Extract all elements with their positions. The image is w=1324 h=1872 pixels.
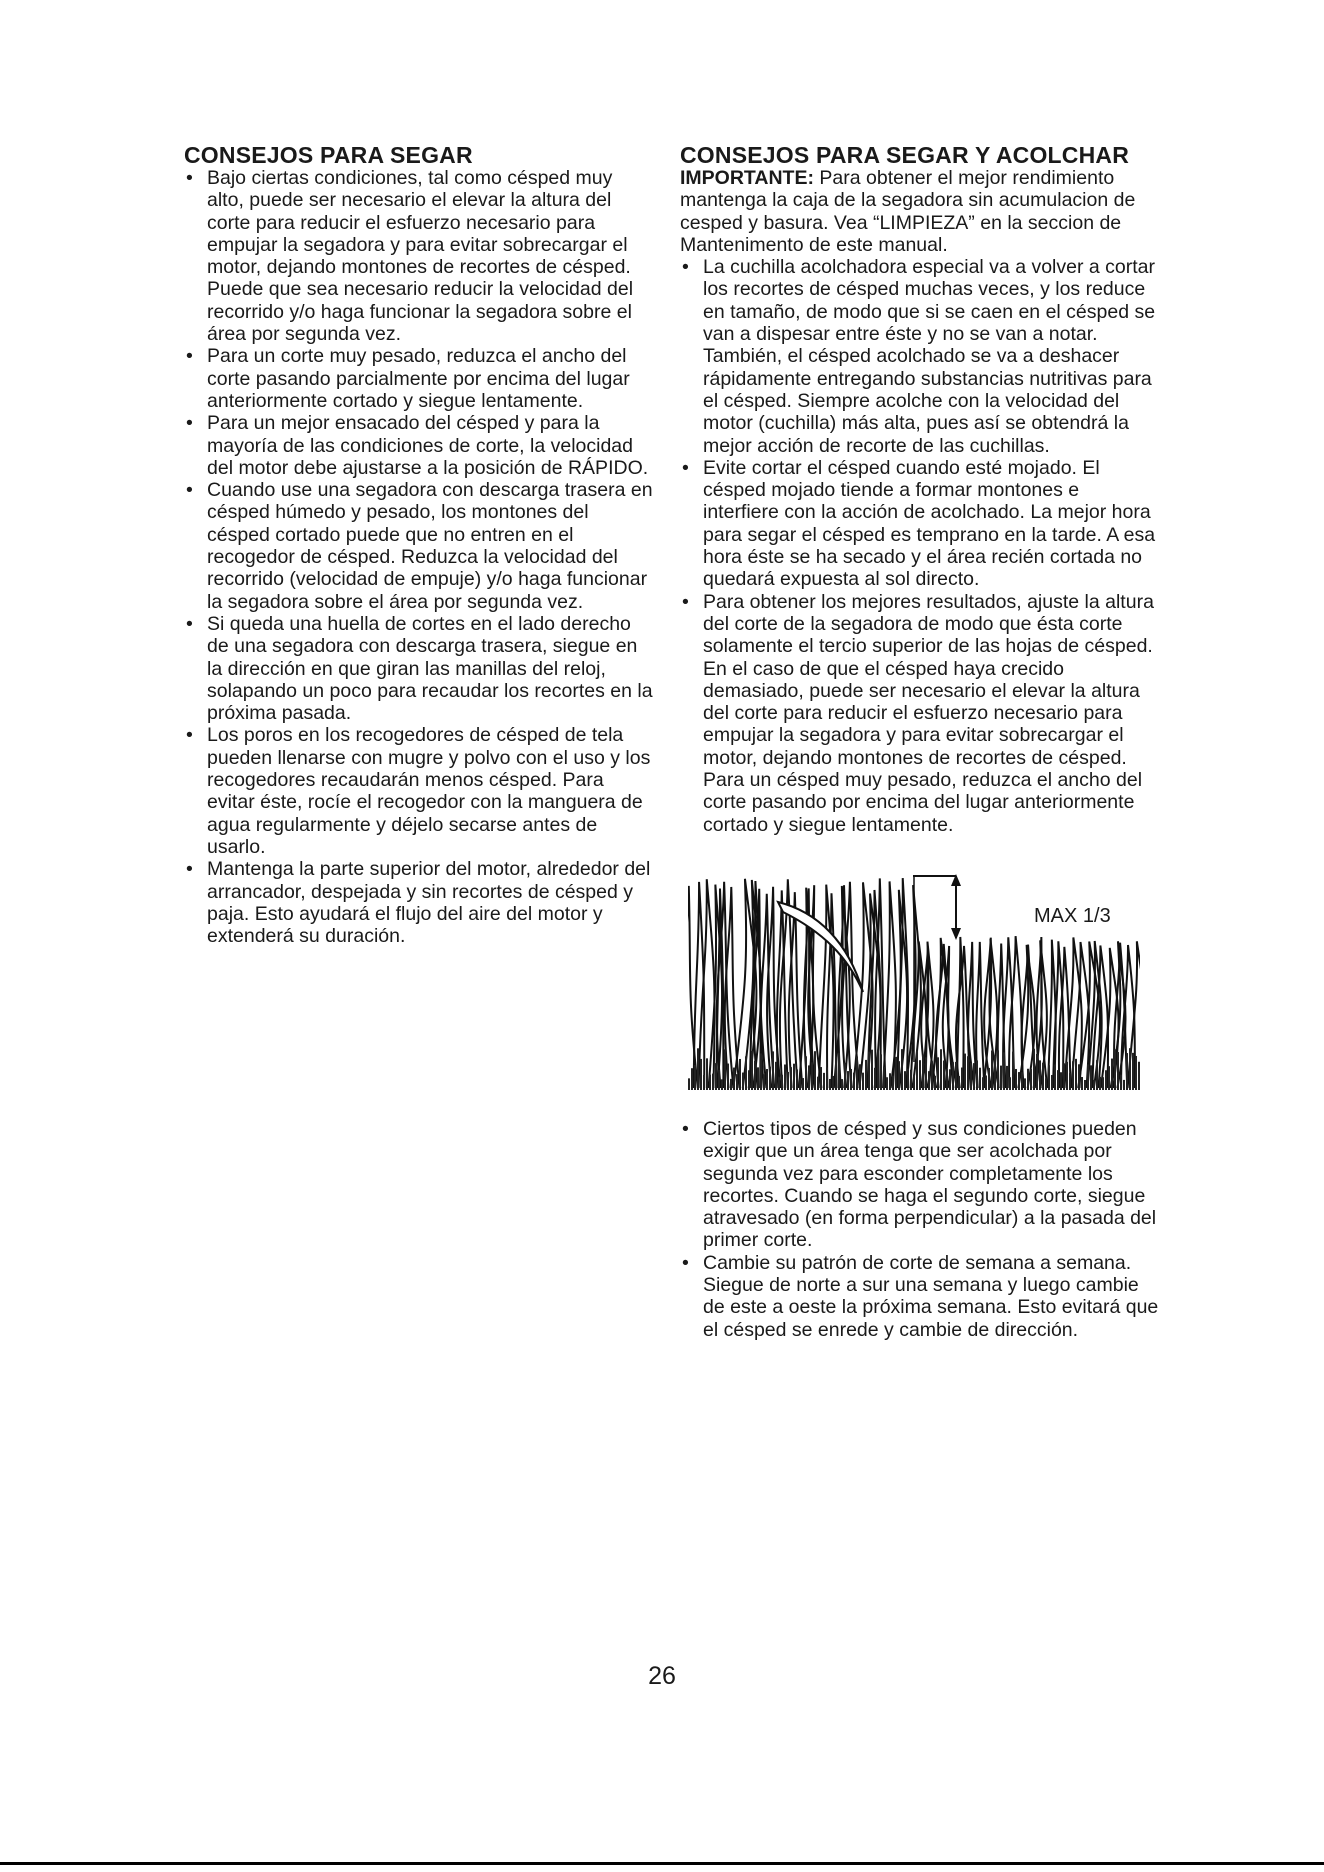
base-shade-stroke <box>805 1056 807 1090</box>
base-shade-stroke <box>781 1075 783 1090</box>
base-shade-stroke <box>1051 1075 1053 1090</box>
base-shade-stroke <box>1129 1048 1131 1090</box>
base-shade-stroke <box>688 1078 690 1090</box>
base-shade-stroke <box>1024 1078 1026 1090</box>
base-shade-stroke <box>838 1053 840 1090</box>
base-shade-stroke <box>889 1073 891 1090</box>
base-shade-stroke <box>1105 1070 1107 1090</box>
base-shade-stroke <box>1123 1080 1125 1090</box>
mulching-tips-list <box>680 256 1160 836</box>
base-shade-stroke <box>760 1053 762 1090</box>
base-shade-stroke <box>1033 1049 1035 1090</box>
base-shade-stroke <box>814 1051 816 1090</box>
base-shade-stroke <box>715 1063 717 1090</box>
bullet: • <box>186 612 193 635</box>
base-shade-stroke <box>829 1079 831 1090</box>
mulching-tips-list-continued <box>680 1118 1160 1341</box>
base-shade-stroke <box>1132 1053 1134 1090</box>
base-shade-stroke <box>964 1053 966 1089</box>
base-shade-stroke <box>937 1057 939 1090</box>
base-shade-stroke <box>910 1070 912 1090</box>
base-shade-stroke <box>841 1079 843 1090</box>
base-shade-stroke <box>865 1060 867 1090</box>
base-shade-stroke <box>793 1064 795 1090</box>
base-shade-stroke <box>1111 1058 1113 1089</box>
base-shade-stroke <box>949 1069 951 1090</box>
base-shade-stroke <box>1027 1069 1029 1090</box>
base-shade-stroke <box>1039 1060 1041 1090</box>
base-shade-stroke <box>979 1068 981 1090</box>
base-shade-stroke <box>1030 1069 1032 1090</box>
grass-height-illustration <box>688 872 1140 1094</box>
base-shade-stroke <box>772 1051 774 1090</box>
base-shade-stroke <box>991 1050 993 1090</box>
base-shade-stroke <box>898 1061 900 1090</box>
section-heading-mulching-tips: CONSEJOS PARA SEGAR Y ACOLCHAR <box>680 142 1130 168</box>
bullet: • <box>186 724 193 747</box>
base-shade-stroke <box>700 1059 702 1090</box>
base-shade-stroke <box>694 1065 696 1090</box>
list-item: • La cuchilla acolchadora especial va a volver a cortar los recortes de césped muchas veces, y los reduce en tamaño, de modo que si se caen en el césped se van a dispesar entre éste y no se van a notar. También, el césped acolchado se va a deshacer rápidamente entregando substancias nutritivas para el césped. Siempre acolche con la velocidad del motor (cuchilla) más alta, pues así se obtendrá la mejor acción de recorte de las cuchillas. <box>682 256 1156 457</box>
base-shade-stroke <box>976 1060 978 1090</box>
base-shade-stroke <box>919 1060 921 1090</box>
base-shade-stroke <box>1057 1070 1059 1090</box>
base-shade-stroke <box>853 1072 855 1089</box>
base-shade-stroke <box>778 1077 780 1090</box>
base-shade-stroke <box>1066 1062 1068 1090</box>
base-shade-stroke <box>1108 1066 1110 1090</box>
base-shade-stroke <box>982 1077 984 1090</box>
base-shade-stroke <box>820 1067 822 1090</box>
base-shade-stroke <box>1096 1060 1098 1090</box>
base-shade-stroke <box>802 1078 804 1090</box>
base-shade-stroke <box>706 1058 708 1090</box>
base-shade-stroke <box>913 1075 915 1090</box>
bullet: • <box>682 590 689 613</box>
list-item: • Para un mejor ensacado del césped y para la mayoría de las condiciones de corte, la velocidad del motor debe ajustarse a la posición de RÁPIDO. <box>186 412 649 479</box>
mowing-tips-list <box>184 167 654 947</box>
base-shade-stroke <box>1084 1080 1086 1090</box>
grass-blade <box>1037 937 1048 1088</box>
base-shade-stroke <box>1063 1063 1065 1090</box>
bullet: • <box>682 1251 689 1274</box>
base-shade-stroke <box>844 1063 846 1090</box>
base-shade-stroke <box>1009 1077 1011 1090</box>
base-shade-stroke <box>886 1077 888 1090</box>
base-shade-stroke <box>880 1054 882 1090</box>
bullet: • <box>682 256 689 279</box>
base-shade-stroke <box>721 1079 723 1090</box>
base-shade-stroke <box>832 1076 834 1090</box>
base-shade-stroke <box>892 1076 894 1090</box>
base-shade-stroke <box>733 1067 735 1089</box>
base-shade-stroke <box>961 1067 963 1089</box>
base-shade-stroke <box>808 1065 810 1090</box>
base-shade-stroke <box>931 1061 933 1090</box>
base-shade-stroke <box>766 1069 768 1090</box>
base-shade-stroke <box>817 1077 819 1090</box>
bullet: • <box>682 456 689 479</box>
base-shade-stroke <box>1042 1063 1044 1090</box>
list-item: • Ciertos tipos de césped y sus condiciones pueden exigir que un área tenga que ser acolchada por segunda vez para esconder completamente los recortes. Cuando se haga el segundo corte, siegue atravesado (en forma perpendicular) a la pasada del primer corte. <box>682 1117 1157 1252</box>
base-shade-stroke <box>712 1074 714 1090</box>
base-shade-stroke <box>724 1049 726 1090</box>
list-item: • Cuando use una segadora con descarga trasera en césped húmedo y pesado, los montones del césped cortado puede que no entren en el recogedor de césped. Reduzca la velocidad del recorrido (velocidad de empuje) y/o haga funcionar la segadora sobre el área por segunda vez. <box>186 479 653 613</box>
base-shade-stroke <box>1099 1077 1101 1090</box>
page-number: 26 <box>648 1662 676 1690</box>
base-shade-stroke <box>1003 1052 1005 1090</box>
base-shade-stroke <box>985 1075 987 1090</box>
list-item: • Si queda una huella de cortes en el lado derecho de una segadora con descarga trasera, siegue en la dirección en que giran las manillas del reloj, solapando un poco para recaudar los recortes en la próxima pasada. <box>186 612 653 725</box>
base-shade-stroke <box>1120 1075 1122 1090</box>
base-shade-stroke <box>835 1057 837 1090</box>
base-shade-stroke <box>874 1068 876 1090</box>
list-item: • Cambie su patrón de corte de semana a semana. Siegue de norte a sur una semana y luego cambie de este a oeste la próxima semana. Esto evitará que el césped se enrede y cambie de dirección. <box>682 1251 1159 1341</box>
base-shade-stroke <box>1012 1051 1014 1089</box>
base-shade-stroke <box>859 1064 861 1090</box>
base-shade-stroke <box>742 1072 744 1089</box>
base-shade-stroke <box>1000 1066 1002 1090</box>
list-item: • Para obtener los mejores resultados, ajuste la altura del corte de la segadora de modo que ésta corte solamente el tercio superior de las hojas de césped. En el caso de que el césped haya crecido demasiado, puede ser necesario el elevar la altura del corte para reducir el esfuerzo necesario para empujar la segadora y para evitar sobrecargar el motor, dejando montones de recortes de césped. Para un césped muy pesado, reduzca el ancho del corte pasando por encima del lugar anteriormente cortado y siegue lentamente. <box>682 590 1154 836</box>
bullet: • <box>186 167 193 189</box>
tall-grass-blades <box>688 878 921 1088</box>
base-shade-stroke <box>751 1051 753 1090</box>
base-shade-stroke <box>925 1057 927 1090</box>
bottom-rule <box>0 1862 1324 1865</box>
right-column <box>680 144 1160 1341</box>
base-shade-stroke <box>952 1062 954 1090</box>
base-shade-stroke <box>1078 1064 1080 1090</box>
important-note: IMPORTANTE: Para obtener el mejor rendimiento mantenga la caja de la segadora sin acumulacion de cesped y basura. Vea “LIMPIEZA” en la seccion de Mantenimento de este manual. <box>680 167 1136 256</box>
base-shade-stroke <box>1093 1080 1095 1090</box>
list-item: • Evite cortar el césped cuando esté mojado. El césped mojado tiende a formar montones e interfiere con la acción de acolchado. La mejor hora para segar el césped es temprano en la tarde. A esa hora éste se ha secado y el área recién cortada no quedará expuesta al sol directo. <box>682 456 1156 591</box>
base-shade-stroke <box>871 1050 873 1090</box>
base-shade-stroke <box>1081 1077 1083 1090</box>
base-shade-stroke <box>922 1055 924 1090</box>
base-shade-stroke <box>730 1079 732 1090</box>
base-shade-stroke <box>1087 1064 1089 1090</box>
base-shade-stroke <box>826 1067 828 1089</box>
base-shade-stroke <box>907 1069 909 1090</box>
base-shade-stroke <box>955 1062 957 1090</box>
base-shade-stroke <box>1018 1072 1020 1090</box>
base-shade-stroke <box>1006 1066 1008 1090</box>
base-shade-stroke <box>973 1063 975 1090</box>
left-column <box>184 144 654 947</box>
list-item: • Para un corte muy pesado, reduzca el ancho del corte pasando parcialmente por encima del lugar anteriormente cortado y siegue lentamente. <box>186 345 630 412</box>
base-shade-stroke <box>940 1049 942 1090</box>
bullet: • <box>186 858 193 881</box>
base-shade-stroke <box>787 1072 789 1090</box>
base-shade-stroke <box>745 1056 747 1090</box>
base-shade-stroke <box>946 1069 948 1090</box>
base-shade-stroke <box>739 1059 741 1090</box>
base-shade-stroke <box>691 1068 693 1090</box>
grass-blade <box>1009 936 1023 1088</box>
base-shade-stroke <box>1126 1053 1128 1090</box>
base-shade-stroke <box>934 1076 936 1090</box>
base-shade-stroke <box>847 1071 849 1090</box>
important-label: IMPORTANTE: <box>680 167 814 189</box>
base-shade-stroke <box>943 1060 945 1089</box>
base-shade-stroke <box>754 1061 756 1090</box>
bullet: • <box>186 412 193 435</box>
list-item: • Los poros en los recogedores de césped de tela pueden llenarse con mugre y polvo con el uso y los recogedores recaudarán menos césped. Para evitar éste, rocíe el recogedor con la manguera de agua regularmente y déjelo secarse antes de usarlo. <box>186 724 651 858</box>
base-shade-stroke <box>988 1068 990 1090</box>
base-shade-stroke <box>916 1050 918 1089</box>
base-shade-stroke <box>703 1075 705 1090</box>
base-shade-stroke <box>883 1067 885 1090</box>
base-shade-stroke <box>970 1063 972 1090</box>
list-item: • Bajo ciertas condiciones, tal como césped muy alto, puede ser necesario el elevar la altura del corte para reducir el esfuerzo necesario para empujar la segadora y para evitar sobrecargar el motor, dejando montones de recortes de césped. Puede que sea necesario reducir la velocidad del recorrido y/o haga funcionar la segadora sobre el área por segunda vez. <box>186 167 634 346</box>
base-shade-stroke <box>1117 1052 1119 1090</box>
base-shade-stroke <box>709 1075 711 1090</box>
base-shade-stroke <box>1069 1073 1071 1090</box>
base-shade-stroke <box>868 1052 870 1090</box>
bullet: • <box>186 479 193 502</box>
base-shade-stroke <box>748 1070 750 1090</box>
base-shade-stroke <box>904 1071 906 1090</box>
base-shade-stroke <box>736 1074 738 1090</box>
base-shade-stroke <box>967 1056 969 1090</box>
base-shade-stroke <box>727 1063 729 1089</box>
base-shade-stroke <box>1135 1056 1137 1090</box>
base-shade-stroke <box>1138 1062 1140 1090</box>
list-item: • Mantenga la parte superior del motor, alrededor del arrancador, despejada y sin recortes de césped y paja. Esto ayudará el flujo del aire del motor y extenderá su duración. <box>186 858 651 948</box>
bullet: • <box>682 1117 689 1140</box>
base-shade-stroke <box>994 1056 996 1090</box>
base-shade-stroke <box>856 1056 858 1089</box>
base-shade-stroke <box>901 1049 903 1090</box>
base-shade-stroke <box>796 1069 798 1090</box>
base-shade-stroke <box>790 1067 792 1090</box>
base-shade-stroke <box>1090 1065 1092 1090</box>
cut-grass-blades <box>911 936 1140 1088</box>
section-heading-mowing-tips: CONSEJOS PARA SEGAR <box>184 142 473 168</box>
base-shade-stroke <box>1102 1077 1104 1090</box>
base-shade-stroke <box>763 1074 765 1090</box>
base-shade-stroke <box>718 1070 720 1090</box>
base-shade-stroke <box>1072 1061 1074 1090</box>
base-shade-stroke <box>1036 1054 1038 1090</box>
base-shade-stroke <box>1045 1078 1047 1090</box>
base-shade-stroke <box>1048 1065 1050 1090</box>
base-shade-stroke <box>895 1057 897 1090</box>
base-shade-stroke <box>862 1073 864 1090</box>
base-shade-stroke <box>784 1064 786 1090</box>
max-cut-label: MAX 1/3 <box>1034 904 1111 927</box>
base-shade-stroke <box>775 1062 777 1090</box>
base-shade-stroke <box>958 1076 960 1090</box>
bullet: • <box>186 345 193 368</box>
base-shade-stroke <box>928 1071 930 1090</box>
base-shade-stroke <box>1015 1069 1017 1090</box>
base-shade-stroke <box>799 1079 801 1090</box>
base-shade-stroke <box>1075 1059 1077 1090</box>
base-shade-stroke <box>697 1048 699 1090</box>
base-shade-stroke <box>1114 1049 1116 1090</box>
base-shade-stroke <box>1054 1064 1056 1089</box>
base-shade-stroke <box>769 1067 771 1090</box>
base-shade-stroke <box>997 1050 999 1090</box>
base-shade-stroke <box>757 1067 759 1090</box>
base-shade-stroke <box>850 1069 852 1090</box>
base-shade-stroke <box>1021 1072 1023 1090</box>
base-shade-stroke <box>811 1062 813 1090</box>
base-shade-stroke <box>823 1073 825 1090</box>
base-shade-stroke <box>877 1050 879 1090</box>
base-shade-stroke <box>1060 1072 1062 1090</box>
